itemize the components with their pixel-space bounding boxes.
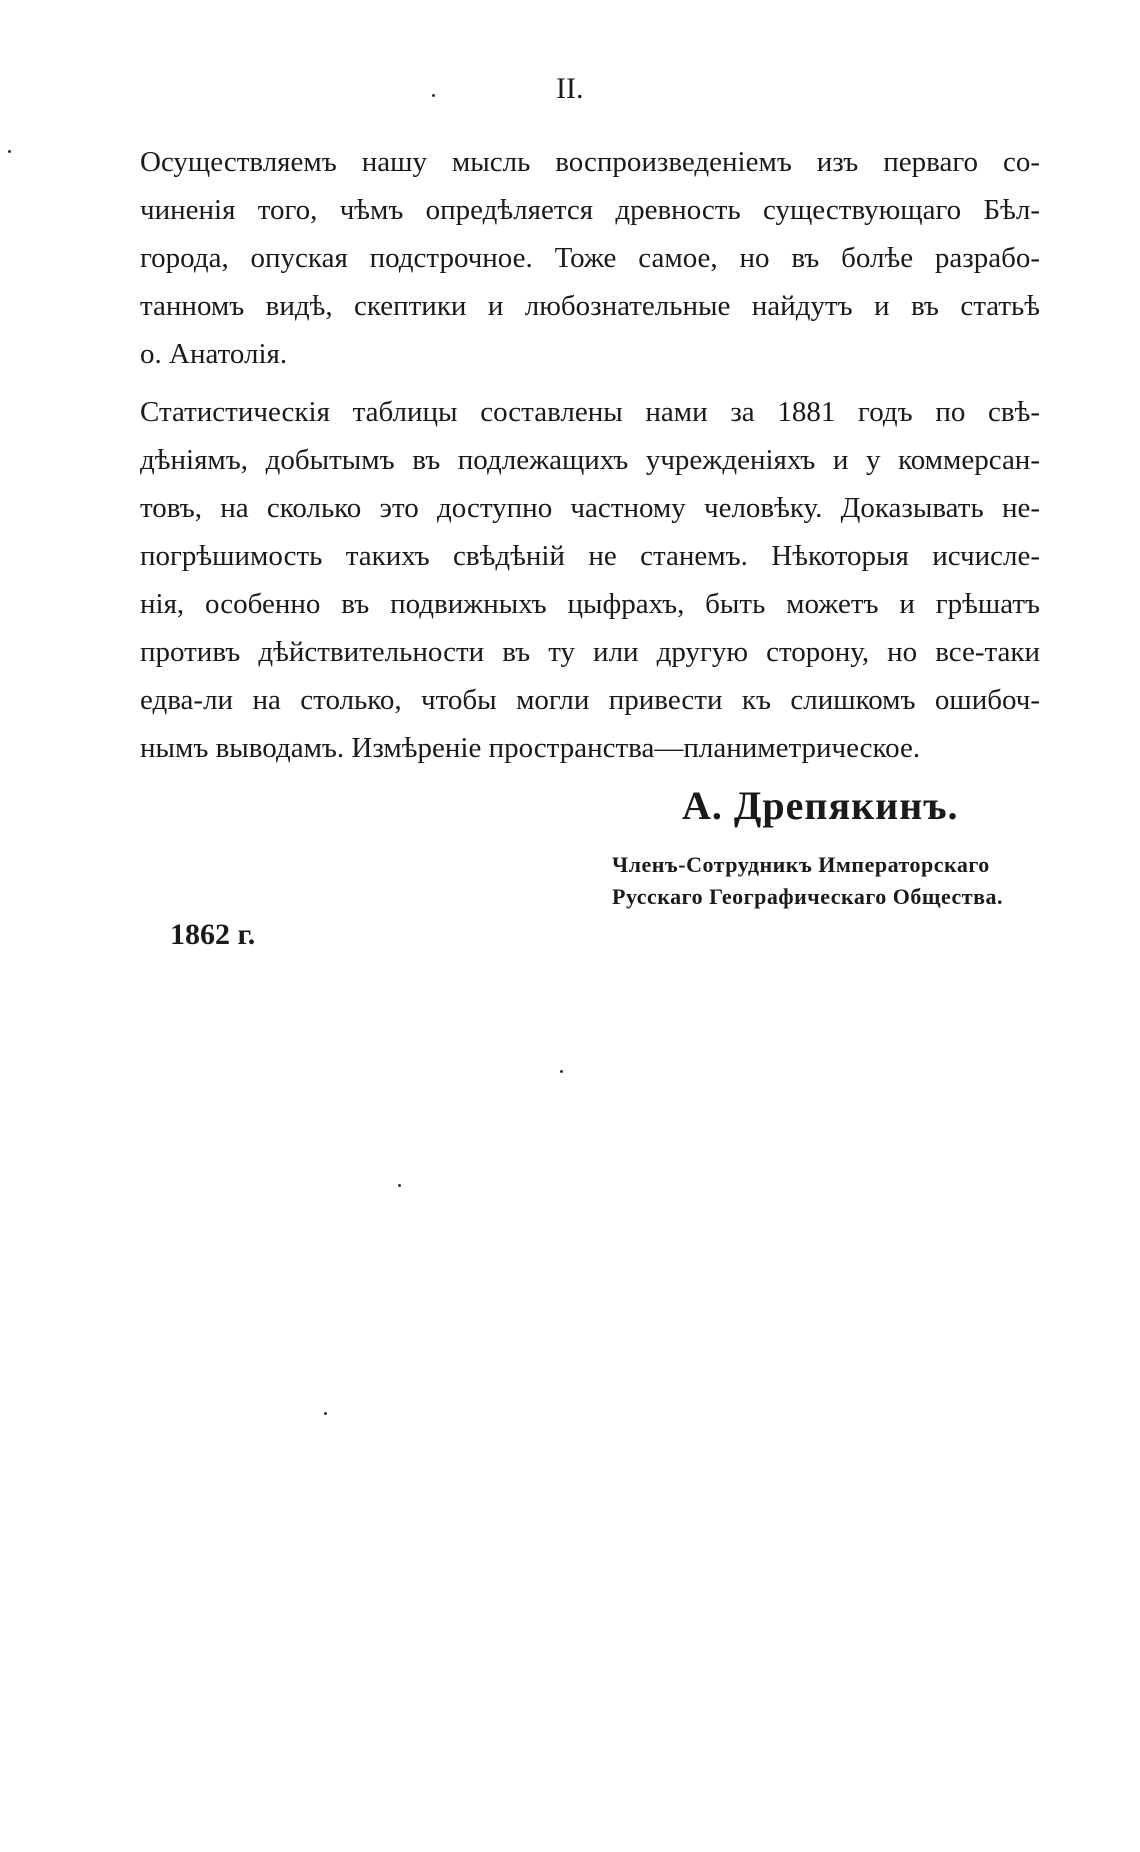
scan-speck — [560, 1070, 563, 1073]
paragraph-line: чиненія того, чѣмъ опредѣляется древность существующаго Бѣл- — [140, 194, 1040, 226]
signature-title-line: Членъ-Сотрудникъ Императорскаго — [612, 852, 990, 877]
scan-speck — [324, 1412, 327, 1415]
paragraph-line: едва-ли на столько, чтобы могли привести къ слишкомъ ошибоч- — [140, 684, 1040, 716]
signature-title-line: Русскаго Географическаго Общества. — [612, 884, 1003, 909]
paragraph-line: погрѣшимость такихъ свѣдѣній не станемъ. Нѣкоторыя исчисле- — [140, 540, 1040, 572]
scan-speck — [8, 150, 11, 153]
paragraph-line: города, опуская подстрочное. Тоже самое, но въ болѣе разрабо- — [140, 242, 1040, 274]
publication-year: 1862 г. — [170, 918, 256, 951]
paragraph-line: Осуществляемъ нашу мысль воспроизведеніемъ изъ перваго со- — [140, 146, 1040, 178]
paragraph-line: танномъ видѣ, скептики и любознательные найдутъ и въ статьѣ — [140, 290, 1040, 322]
paragraph-line: товъ, на сколько это доступно частному человѣку. Доказывать не- — [140, 492, 1040, 524]
paragraph-line: о. Анатолія. — [140, 338, 288, 370]
paragraph-line: нія, особенно въ подвижныхъ цыфрахъ, быть можетъ и грѣшатъ — [140, 588, 1040, 620]
signature-name: А. Дрепякинъ. — [682, 783, 959, 828]
paragraph-line: нымъ выводамъ. Измѣреніе пространства—планиметрическое. — [140, 732, 921, 764]
paragraph-line: Статистическія таблицы составлены нами за 1881 годъ по свѣ- — [140, 396, 1040, 428]
paragraph-line: противъ дѣйствительности въ ту или другую сторону, но все-таки — [140, 636, 1040, 668]
page-number: II. — [556, 72, 584, 105]
scan-speck — [432, 94, 435, 97]
scan-speck — [398, 1184, 401, 1187]
paragraph-line: дѣніямъ, добытымъ въ подлежащихъ учрежденіяхъ и у коммерсан- — [140, 444, 1040, 476]
